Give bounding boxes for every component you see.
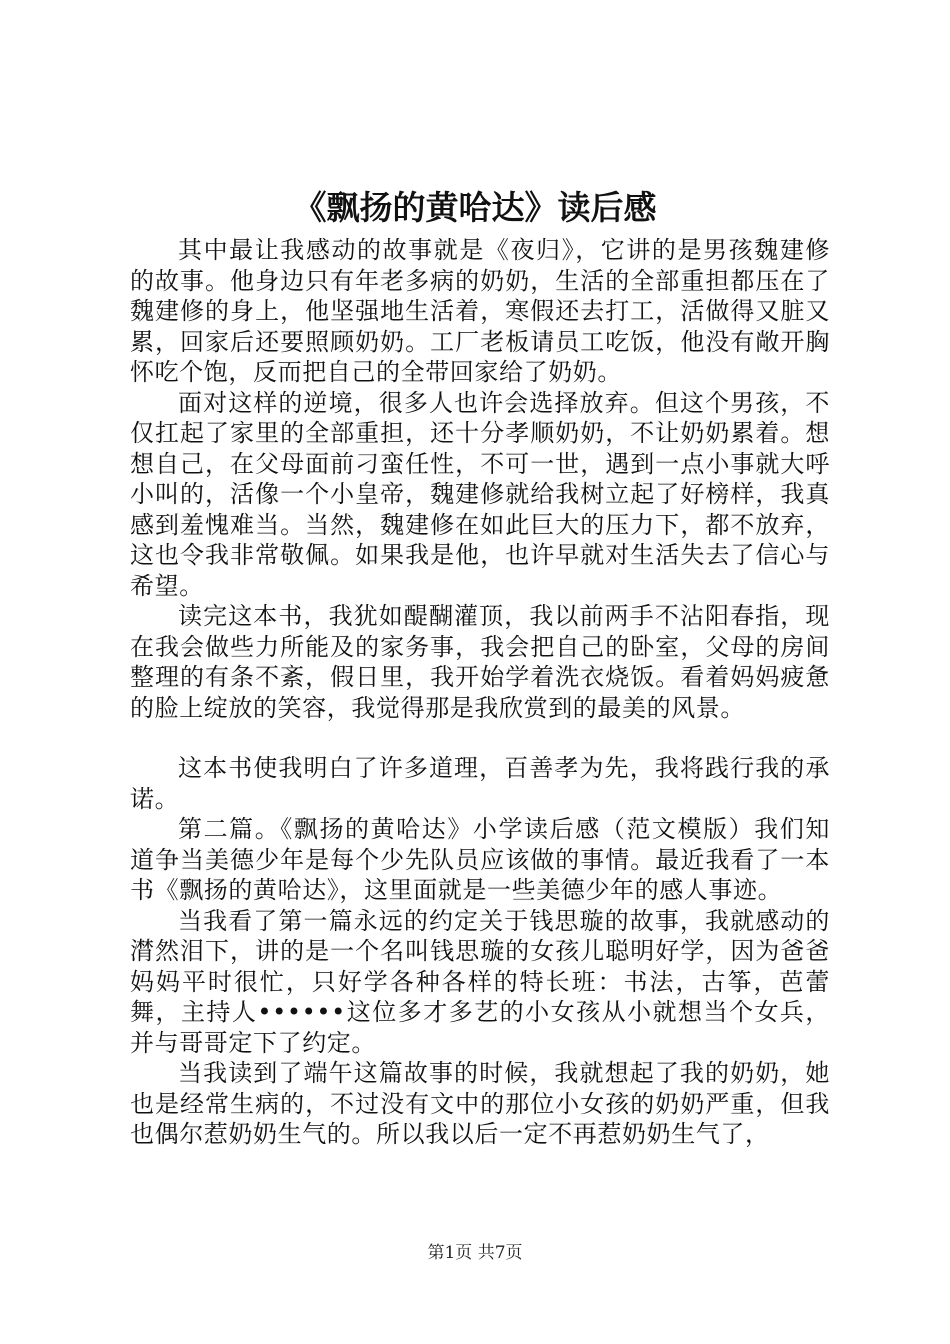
paragraph-7: 当我读到了端午这篇故事的时候，我就想起了我的奶奶，她也是经常生病的，不过没有文中的那位小女孩的奶奶严重，但我也偶尔惹奶奶生气的。所以我以后一定不再惹奶奶生气了， — [130, 1059, 830, 1148]
document-body — [130, 235, 830, 1150]
paragraph-4: 这本书使我明白了许多道理，百善孝为先，我将践行我的承诺。 — [130, 754, 830, 813]
document-title: 《飘扬的黄哈达》读后感 — [293, 188, 657, 227]
paragraph-1: 其中最让我感动的故事就是《夜归》，它讲的是男孩魏建修的故事。他身边只有年老多病的奶奶，生活的全部重担都压在了魏建修的身上，他坚强地生活着，寒假还去打工，活做得又脏又累，回家后还要照顾奶奶。工厂老板请员工吃饭，他没有敞开胸怀吃个饱，反而把自己的全带回家给了奶奶。 — [130, 236, 830, 386]
page-number-footer: 第1页 共7页 — [427, 1243, 523, 1263]
paragraph-3: 读完这本书，我犹如醍醐灌顶，我以前两手不沾阳春指，现在我会做些力所能及的家务事，我会把自己的卧室，父母的房间整理的有条不紊，假日里，我开始学着洗衣烧饭。看着妈妈疲惫的脸上绽放的笑容，我觉得那是我欣赏到的最美的风景。 — [130, 602, 830, 722]
paragraph-6: 当我看了第一篇永远的约定关于钱思璇的故事，我就感动的潸然泪下，讲的是一个名叫钱思璇的女孩儿聪明好学，因为爸爸妈妈平时很忙，只好学各种各样的特长班：书法，古筝，芭蕾舞，主持人••••••这位多才多艺的小女孩从小就想当个女兵，并与哥哥定下了约定。 — [130, 906, 830, 1057]
paragraph-2: 面对这样的逆境，很多人也许会选择放弃。但这个男孩，不仅扛起了家里的全部重担，还十分孝顺奶奶，不让奶奶累着。想想自己，在父母面前刁蛮任性，不可一世，遇到一点小事就大呼小叫的，活像一个小皇帝，魏建修就给我树立起了好榜样，我真感到羞愧难当。当然，魏建修在如此巨大的压力下，都不放弃，这也令我非常敬佩。如果我是他，也许早就对生活失去了信心与希望。 — [130, 388, 830, 600]
paragraph-5: 第二篇。《飘扬的黄哈达》小学读后感（范文模版）我们知道争当美德少年是每个少先队员应该做的事情。最近我看了一本书《飘扬的黄哈达》，这里面就是一些美德少年的感人事迹。 — [130, 815, 830, 904]
